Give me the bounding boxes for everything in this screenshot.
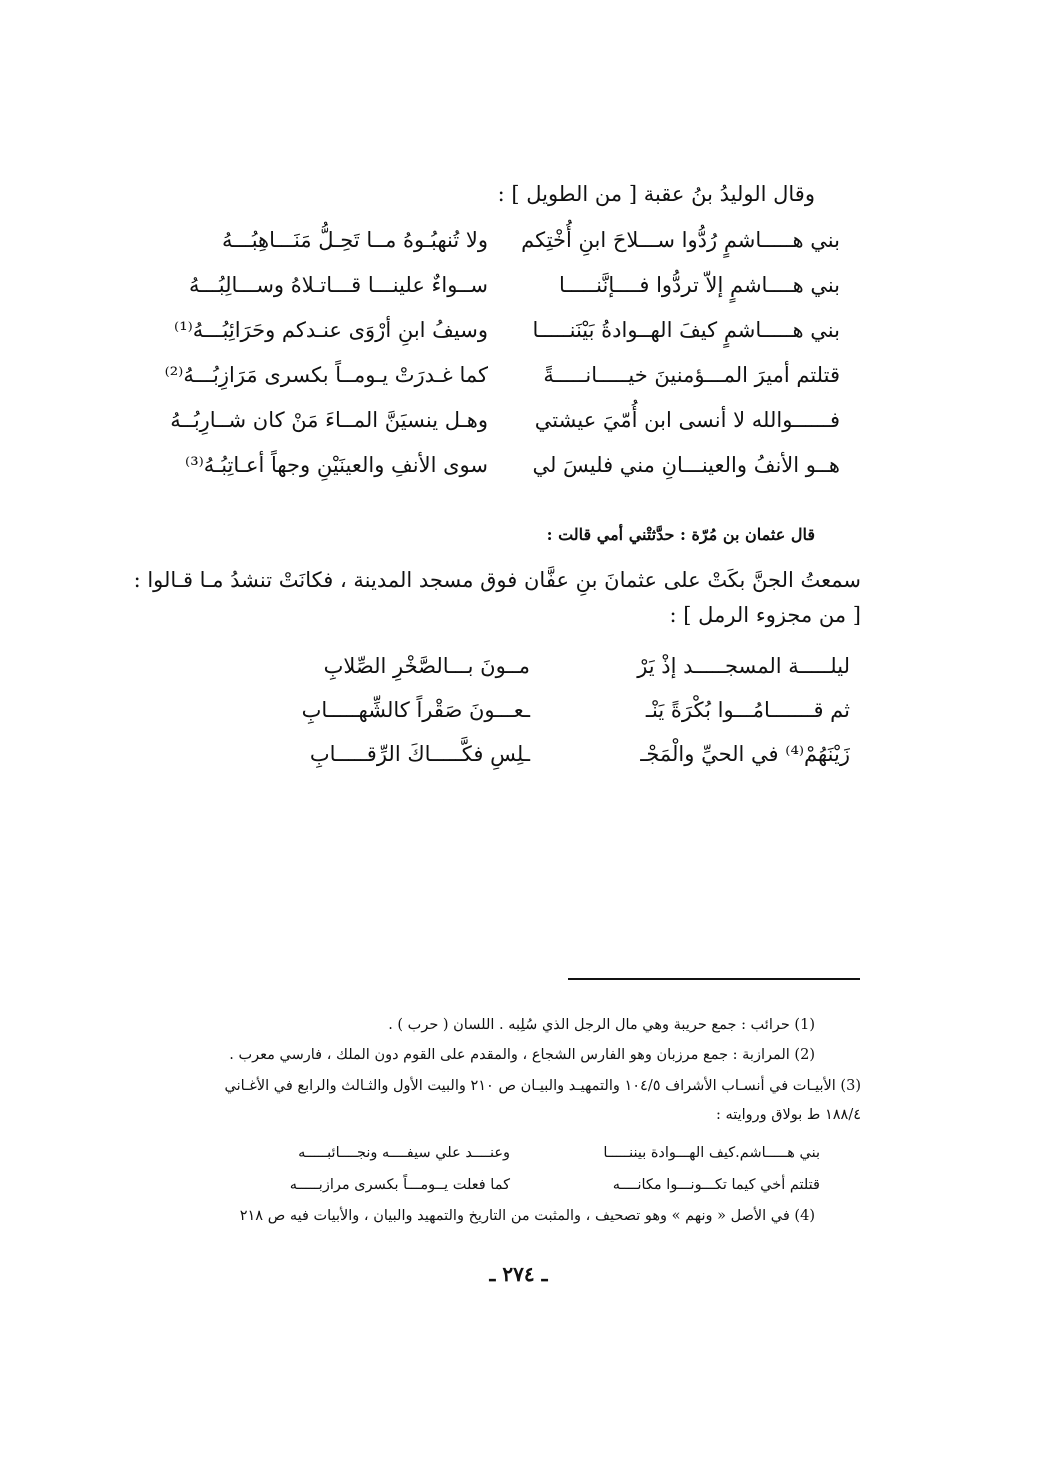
verse-second-hemistich: كما غـدرَتْ يـومــاً بكسرى مَرَازِبُـــهُ⁽²⁾ [164, 363, 488, 387]
verse-row [160, 273, 840, 318]
footnote-1: (1) حرائب : جمع حريبة وهي مال الرجل الذي سُلِبه . اللسان ( حرب ) . [388, 1017, 815, 1033]
page-number: ـ ٢٧٤ ـ [489, 1262, 548, 1286]
verse-second-hemistich: وعنــــد علي سيفــــه ونجــــائبـــــه [298, 1145, 510, 1161]
verse-second-hemistich: ـلِسِ فكَّـــــاكَ الرِّقـــــابِ [309, 742, 530, 766]
verse-second-hemistich: ـعـــونَ صَقْراً كالشِّهـــــابِ [301, 698, 530, 722]
verse-second-hemistich: وهـل ينسيَنَّ المــاءَ مَنْ كان شــارِبُــهُ [170, 408, 488, 432]
verse-row [160, 453, 840, 498]
footnote-3-continued: ١٨٨/٤ ط بولاق وروايته : [715, 1107, 861, 1123]
verse-first-hemistich: زَيْنَهُمْ⁽⁴⁾ في الحيِّ والْمَجْـ [640, 742, 850, 766]
verse-first-hemistich: هــو الأنفُ والعينـــانِ مني فليسَ لي [532, 453, 840, 477]
verse-first-hemistich: ثم قـــــــامُـــوا بُكْرَةً يَنْـ [645, 698, 850, 722]
verse-row [260, 742, 850, 786]
verse-first-hemistich: بني هــــاشمٍ إلاّ تردُّوا فــــإنَّنـــــا [559, 273, 840, 297]
verse-row [160, 228, 840, 273]
verse-first-hemistich: بني هـــــاشم.كيف الهـــوادة بيننـــــا [603, 1145, 820, 1161]
verse-second-hemistich: كما فعلت يــومـــاً بكسرى مرازبـــــه [289, 1177, 510, 1193]
intro-line: وقال الوليدُ بنُ عقبة [ من الطويل ] : [497, 182, 815, 206]
footnote-verse [240, 1145, 820, 1171]
verse-row [160, 363, 840, 408]
verse-first-hemistich: ليلـــــة المسجـــــد إذْ يَرْ [637, 654, 850, 678]
verse-second-hemistich: ولا تُنهبُـوهُ مــا تَحِـلُّ مَنَـــاهِبُـــهُ [222, 228, 488, 252]
footnote-4: (4) في الأصل « ونهم » وهو تصحيف ، والمثبت من التاريخ والتمهيد والبيان ، والأبيات فيه ص ٢١٨ [239, 1208, 815, 1224]
footnote-3: (3) الأبيـات في أنسـاب الأشراف ١٠٤/٥ والتمهيـد والبيـان ص ٢١٠ والبيت الأول والثـالث والرابع في الأغـاني [224, 1078, 861, 1094]
verse-row [160, 408, 840, 453]
verse-row [260, 698, 850, 742]
narrator-header: قال عثمان بن مُرّة : حدَّثتْني أمي قالت : [546, 525, 815, 544]
poem-ramal [260, 654, 850, 786]
prose-line: سمعتُ الجنَّ بكَتْ على عثمانَ بنِ عفَّان فوق مسجد المدينة ، فكانَتْ تنشدُ مـا قـالوا : [133, 568, 861, 592]
footnote-2: (2) المرازبة : جمع مرزبان وهو الفارس الشجاع ، والمقدم على القوم دون الملك ، فارسي معرب . [229, 1047, 815, 1063]
footnote-separator [568, 978, 860, 980]
verse-first-hemistich: فــــــوالله لا أنسى ابن أُمّيَ عيشتي [534, 408, 840, 432]
verse-first-hemistich: قتلتم أميرَ المـــؤمنينَ خيـــــانـــــةً [543, 363, 840, 387]
meter-label: [ من مجزوء الرمل ] : [669, 603, 861, 627]
verse-row [260, 654, 850, 698]
verse-second-hemistich: مــونَ بـــالصَّخْرِ الصِّلابِ [323, 654, 530, 678]
verse-first-hemistich: قتلتم أخي كيما تكـــونـــوا مكانــــه [612, 1177, 820, 1193]
footnote-verse [240, 1177, 820, 1203]
verse-second-hemistich: سوى الأنفِ والعينَيْنِ وجهاً أعـاتِبُـهُ⁽³⁾ [185, 453, 488, 477]
verse-row [160, 318, 840, 363]
poem-tawil [160, 228, 840, 498]
verse-first-hemistich: بني هـــــاشمٍ كيفَ الهــوادةُ بَيْنَنـــــا [532, 318, 840, 342]
verse-first-hemistich: بني هـــــاشمٍ رُدُّوا ســـلاحَ ابنِ أُخْتِكم [521, 228, 840, 252]
verse-second-hemistich: ســواءٌ علينـــا قـــاتـلاهُ وســـالِبُـــهُ [189, 273, 488, 297]
verse-second-hemistich: وسيفُ ابنِ أرْوَى عنـدكم وحَرَائِبُـــهُ⁽¹⁾ [174, 318, 488, 342]
